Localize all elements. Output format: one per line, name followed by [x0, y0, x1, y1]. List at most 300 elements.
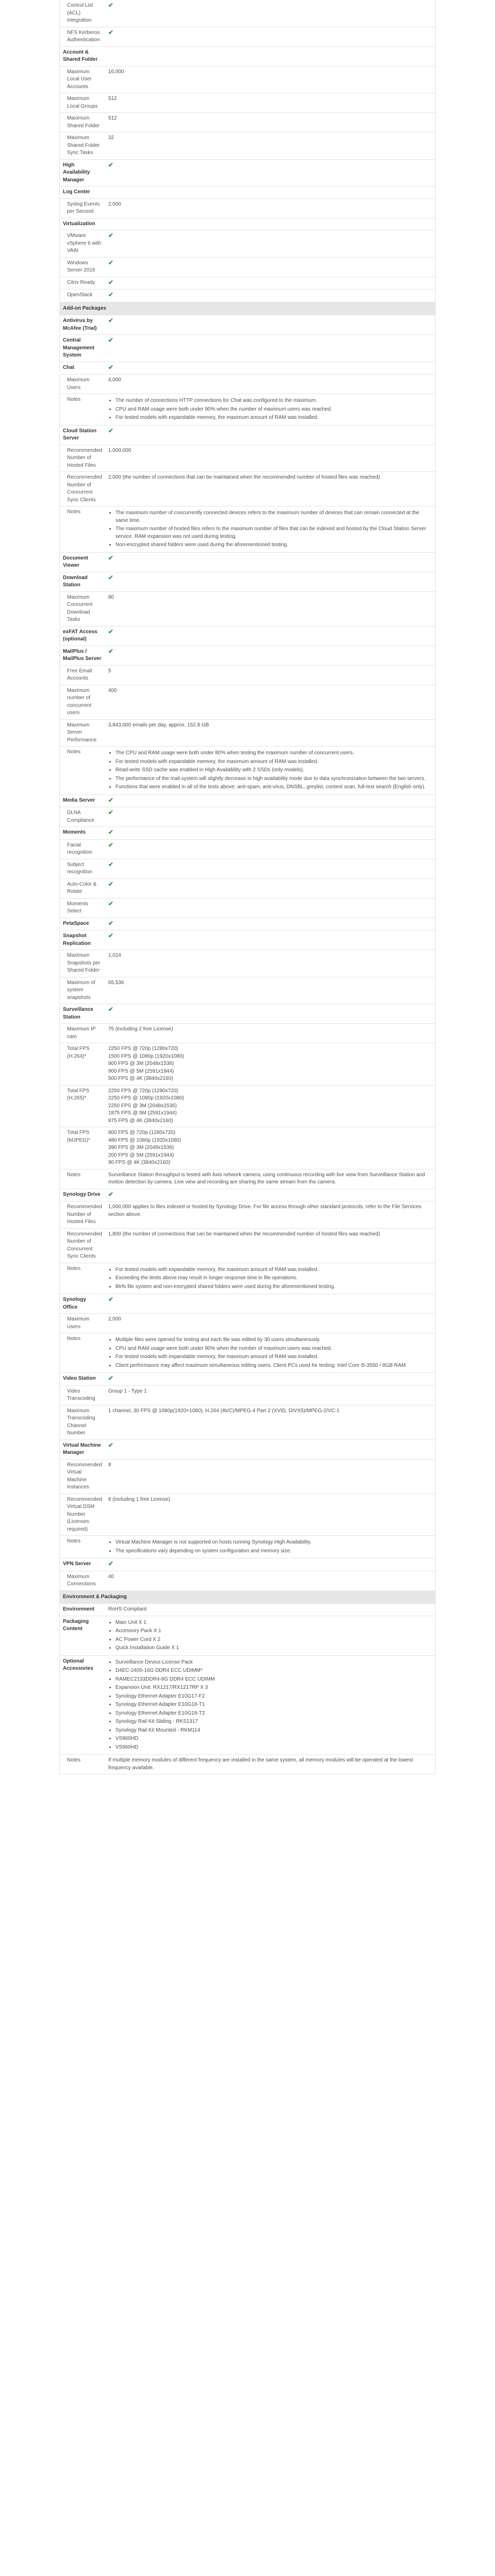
- list-item: • The performance of the mail system will slightly decrease in high availability mode due to data synchronization between the two servers.: [116, 775, 432, 783]
- list-item: • CPU and RAM usage were both under 90% when the number of maximum users was reached.: [116, 1345, 432, 1353]
- list-item: • Exceeding the limits above may result in longer response time in file operations.: [116, 1275, 432, 1282]
- spec-label: Video Transcoding: [60, 1385, 105, 1405]
- spec-value: [105, 646, 435, 665]
- notes-list: [108, 1266, 432, 1291]
- spec-value: 1,000,000 applies to files indexed or hosted by Synology Drive. For file access through other standard protocols, refer to the File Services section above.: [105, 1201, 435, 1229]
- spec-label: Recommended Number of Concurrent Sync Clients: [60, 1228, 105, 1263]
- spec-label: Notes: [60, 747, 105, 795]
- spec-row-notes: [60, 747, 435, 795]
- spec-value: 1,800 (the number of connections that can be maintained when the recommended number of hosted files was reached): [105, 1228, 435, 1263]
- spec-value: [105, 257, 435, 277]
- spec-value: [105, 878, 435, 898]
- spec-label: PetaSpace: [60, 918, 105, 930]
- value-line: 2250 FPS @ 3M (2048x1536): [108, 1103, 177, 1109]
- list-item: • Virtual Machine Manager is not supported on hosts running Synology High Availability.: [116, 1539, 432, 1547]
- list-item: • Client performance may affect maximum simultaneous editing users. Client PCs used for testing: Intel Core i5-3550 / 8GB RAM: [116, 1362, 432, 1370]
- spec-row-maximum-server-performance: [60, 719, 435, 747]
- list-item: • D4EC-2400-16G DDR4 ECC UDIMM*: [116, 1667, 432, 1675]
- spec-label: High Availability Manager: [60, 159, 105, 187]
- value-line: 390 FPS @ 3M (2048x1536): [108, 1145, 174, 1150]
- spec-row-notes: [60, 1333, 435, 1373]
- spec-row-maximum-snapshots-per-shared-folder: [60, 950, 435, 977]
- spec-label: NFS Kerberos Authentication: [60, 27, 105, 46]
- spec-value: Surveillance Station throughput is tested with Axis network camera, using continuous recording with live view from Surveillance Station and motion detection by camera. Live view and recording are sharing the same stream from the camera.: [105, 1169, 435, 1189]
- spec-value: 8 (including 1 free License): [105, 1494, 435, 1536]
- check-icon: ✔: [108, 573, 113, 581]
- value-line: 500 FPS @ 4K (3840x2160): [108, 1076, 173, 1081]
- spec-label: DLNA Compliance: [60, 807, 105, 827]
- spec-label: MailPlus / MailPlus Server: [60, 646, 105, 665]
- section-title: Add-on Packages: [60, 302, 435, 315]
- check-icon: ✔: [108, 336, 113, 344]
- spec-value: [105, 552, 435, 572]
- spec-row-free-email-accounts: [60, 665, 435, 685]
- check-icon: ✔: [108, 647, 113, 655]
- check-icon: ✔: [108, 278, 113, 286]
- spec-value: [105, 159, 435, 187]
- spec-row-video-station: [60, 1373, 435, 1386]
- spec-label: VMware vSphere 6 with VAAI: [60, 230, 105, 258]
- spec-row-high-availability-manager: [60, 159, 435, 187]
- spec-value: [105, 859, 435, 878]
- list-item: • Read-write SSD cache was enabled in High Availability with 2 SSDs (only models).: [116, 767, 432, 774]
- check-icon: ✔: [108, 291, 113, 298]
- spec-label: Notes: [60, 394, 105, 426]
- spec-value: 400: [105, 685, 435, 719]
- value-line: 2250 FPS @ 720p (1280x720): [108, 1088, 178, 1094]
- spec-row-virtual-machine-manager: [60, 1439, 435, 1459]
- section-header-add-on-packages: [60, 302, 435, 315]
- spec-row-control-list-acl-integration: [60, 0, 435, 27]
- list-item: • The maximum number of concurrently connected devices refers to the maximum number of devices that can remain connected at the same time.: [116, 510, 432, 524]
- spec-label: Syslog Events per Second: [60, 198, 105, 218]
- value-line: 480 FPS @ 1080p (1920x1080): [108, 1137, 182, 1143]
- check-icon: ✔: [108, 232, 113, 239]
- spec-label: Recommended Number of Hosted Files: [60, 1201, 105, 1229]
- spec-label: Maximum Users: [60, 1314, 105, 1333]
- spec-row-account-shared-folder: [60, 46, 435, 66]
- check-icon: ✔: [108, 2, 113, 9]
- spec-value: Group 1 - Type 1: [105, 1385, 435, 1405]
- spec-value: [105, 0, 435, 27]
- spec-row-notes: [60, 1755, 435, 1774]
- list-item: • Quick Installation Guide X 1: [116, 1645, 432, 1652]
- spec-row-maximum-users: [60, 375, 435, 394]
- spec-row-syslog-events-per-second: [60, 198, 435, 218]
- spec-label: Windows Server 2016: [60, 257, 105, 277]
- value-line: 2250 FPS @ 720p (1280x720): [108, 1046, 178, 1052]
- list-item: • Accessory Pack X 1: [116, 1628, 432, 1635]
- list-item: • Synology Ethernet Adapter E10G18-T2: [116, 1710, 432, 1718]
- list-item: • Functions that were enabled in all of the tests above: anti-spam, anti-virus, DNSBL, greylist, content scan, full-text search (English only).: [116, 784, 432, 791]
- spec-row-total-fps-mjpeg: [60, 1127, 435, 1170]
- spec-label: OpenStack: [60, 290, 105, 302]
- list-item: • For tested models with expandable memory, the maximum amount of RAM was installed.: [116, 1266, 432, 1274]
- check-icon: ✔: [108, 841, 113, 849]
- spec-row-recommended-number-of-hosted-files: [60, 445, 435, 472]
- spec-label: Total FPS (MJPEG)*: [60, 1127, 105, 1170]
- spec-value: [105, 827, 435, 840]
- spec-row-maximum-local-groups: [60, 93, 435, 113]
- list-item: • VS960HD: [116, 1735, 432, 1743]
- list-item: • Synology Rail Kit Mounted - RKM114: [116, 1727, 432, 1735]
- spec-sheet: [59, 0, 436, 1774]
- spec-row-moments-select: [60, 898, 435, 918]
- spec-value: [105, 1616, 435, 1655]
- spec-label: Facial recognition: [60, 839, 105, 859]
- check-icon: ✔: [108, 259, 113, 266]
- spec-value: 3,843,000 emails per day, approx. 152.8 GB: [105, 719, 435, 747]
- check-icon: ✔: [108, 1006, 113, 1013]
- spec-label: Optional Accessories: [60, 1655, 105, 1755]
- check-icon: ✔: [108, 919, 113, 927]
- notes-list: [108, 750, 432, 791]
- spec-label: Environment: [60, 1604, 105, 1616]
- spec-row-environment: [60, 1604, 435, 1616]
- list-item: • RAMEC2133DDR4-8G DDR4 ECC UDIMM: [116, 1676, 432, 1684]
- spec-row-packaging-content: [60, 1616, 435, 1655]
- spec-value: [105, 315, 435, 335]
- spec-row-maximum-local-user-accounts: [60, 66, 435, 93]
- spec-value: 75 (including 2 free License): [105, 1024, 435, 1043]
- spec-label: Control List (ACL) Integration: [60, 0, 105, 27]
- spec-label: Maximum Users: [60, 375, 105, 394]
- spec-row-central-management-system: [60, 335, 435, 362]
- check-icon: ✔: [108, 796, 113, 804]
- spec-row-cloud-station-server: [60, 425, 435, 445]
- spec-row-auto-color-rotate: [60, 878, 435, 898]
- spec-row-maximum-shared-folder: [60, 113, 435, 132]
- spec-value: [105, 1189, 435, 1201]
- spec-row-maximum-transcoding-channel-number: [60, 1405, 435, 1439]
- spec-row-citrix-ready: [60, 277, 435, 290]
- list-item: • VS960HD: [116, 1744, 432, 1752]
- value-line: 1875 FPS @ 5M (2591x1944): [108, 1110, 177, 1116]
- value-line: 900 FPS @ 3M (2048x1536): [108, 1061, 174, 1066]
- spec-row-petaspace: [60, 918, 435, 930]
- spec-row-recommended-number-of-hosted-files: [60, 1201, 435, 1229]
- spec-row-optional-accessories: [60, 1655, 435, 1755]
- list-item: • Btrfs file system and non-encrypted shared folders were used during the aforementioned testing.: [116, 1283, 432, 1291]
- spec-label: Maximum of system snapshots: [60, 977, 105, 1004]
- spec-row-synology-drive: [60, 1189, 435, 1201]
- spec-label: Notes: [60, 1755, 105, 1774]
- check-icon: ✔: [108, 363, 113, 371]
- spec-row-maximum-connections: [60, 1571, 435, 1590]
- value-line: 875 FPS @ 4K (3840x2160): [108, 1117, 173, 1124]
- spec-value: [105, 394, 435, 426]
- check-icon: ✔: [108, 1560, 113, 1567]
- spec-label: Maximum Connections: [60, 1571, 105, 1590]
- value-line: 1500 FPS @ 1080p (1920x1080): [108, 1053, 184, 1059]
- spec-value: [105, 572, 435, 591]
- list-item: • Expansion Unit: RX1217/RX1217RP X 3: [116, 1684, 432, 1692]
- spec-value: [105, 1085, 435, 1127]
- value-line: 200 FPS @ 5M (2591x1944): [108, 1152, 174, 1158]
- notes-list: [108, 510, 432, 549]
- spec-value: [105, 187, 435, 199]
- spec-label: Synology Office: [60, 1294, 105, 1314]
- spec-row-subject-recognition: [60, 859, 435, 878]
- spec-value: [105, 1655, 435, 1755]
- spec-value: [105, 807, 435, 827]
- spec-row-total-fps-h-265: [60, 1085, 435, 1127]
- check-icon: ✔: [108, 1190, 113, 1198]
- spec-row-recommended-virtual-machine-instances: [60, 1459, 435, 1494]
- spec-value: 8: [105, 1459, 435, 1494]
- spec-label: Maximum Concurrent Download Tasks: [60, 591, 105, 626]
- spec-row-log-center: [60, 187, 435, 199]
- spec-value: [105, 1043, 435, 1086]
- spec-row-maximum-concurrent-download-tasks: [60, 591, 435, 626]
- check-icon: ✔: [108, 427, 113, 434]
- spec-value: [105, 839, 435, 859]
- spec-value: [105, 425, 435, 445]
- check-icon: ✔: [108, 161, 113, 168]
- check-icon: ✔: [108, 628, 113, 635]
- check-icon: ✔: [108, 1441, 113, 1449]
- spec-label: Notes: [60, 1263, 105, 1294]
- spec-row-virtualization: [60, 218, 435, 230]
- list-item: • The CPU and RAM usage were both under 80% when testing the maximum number of concurrent users.: [116, 750, 432, 757]
- spec-value: 65,536: [105, 977, 435, 1004]
- spec-label: Maximum Local User Accounts: [60, 66, 105, 93]
- spec-value: [105, 218, 435, 230]
- spec-label: Maximum Server Performance: [60, 719, 105, 747]
- spec-label: Subject recognition: [60, 859, 105, 878]
- value-line: 2250 FPS @ 1080p (1920x1080): [108, 1095, 184, 1101]
- spec-row-windows-server-2016: [60, 257, 435, 277]
- spec-label: Moments: [60, 827, 105, 840]
- spec-label: Notes: [60, 1333, 105, 1373]
- spec-label: Recommended Virtual Machine Instances: [60, 1459, 105, 1494]
- list-item: • Synology Ethernet Adapter E10G18-T1: [116, 1701, 432, 1709]
- spec-row-document-viewer: [60, 552, 435, 572]
- spec-value: 1,000,000: [105, 445, 435, 472]
- spec-value: [105, 918, 435, 930]
- spec-label: Citrix Ready: [60, 277, 105, 290]
- spec-value: 2,000: [105, 198, 435, 218]
- spec-label: Maximum Shared Folder Sync Tasks: [60, 132, 105, 160]
- spec-value: [105, 1558, 435, 1571]
- spec-label: Virtual Machine Manager: [60, 1439, 105, 1459]
- spec-value: [105, 1439, 435, 1459]
- spec-row-download-station: [60, 572, 435, 591]
- spec-row-snapshot-replication: [60, 930, 435, 950]
- spec-row-maximum-users: [60, 1314, 435, 1333]
- list-item: • The specifications vary depending on system configuration and memory size.: [116, 1548, 432, 1555]
- list-item: • For tested models with expandable memory, the maximum amount of RAM was installed.: [116, 1353, 432, 1361]
- check-icon: ✔: [108, 880, 113, 888]
- spec-row-antivirus-by-mcafee-trial: [60, 315, 435, 335]
- spec-value: 40: [105, 1571, 435, 1590]
- spec-label: Synology Drive: [60, 1189, 105, 1201]
- spec-label: Log Center: [60, 187, 105, 199]
- spec-row-chat: [60, 362, 435, 375]
- spec-row-maximum-ip-cam: [60, 1024, 435, 1043]
- spec-label: Moments Select: [60, 898, 105, 918]
- spec-row-maximum-of-system-snapshots: [60, 977, 435, 1004]
- check-icon: ✔: [108, 860, 113, 868]
- check-icon: ✔: [108, 28, 113, 36]
- spec-row-dlna-compliance: [60, 807, 435, 827]
- list-item: • Synology Ethernet Adapter E10G17-F2: [116, 1693, 432, 1701]
- spec-value: [105, 1536, 435, 1558]
- spec-value: [105, 230, 435, 258]
- spec-value: [105, 1004, 435, 1024]
- spec-row-facial-recognition: [60, 839, 435, 859]
- spec-value: [105, 290, 435, 302]
- spec-row-media-server: [60, 794, 435, 807]
- check-icon: ✔: [108, 828, 113, 836]
- spec-label: Packaging Content: [60, 1616, 105, 1655]
- spec-value: [105, 506, 435, 553]
- spec-value: 1,024: [105, 950, 435, 977]
- list-item: • The maximum number of hosted files refers to the maximum number of files that can be indexed and hosted by the Cloud Station Server service. RAM expansion was not used during testing.: [116, 526, 432, 540]
- spec-label: Maximum Local Groups: [60, 93, 105, 113]
- spec-row-openstack: [60, 290, 435, 302]
- spec-label: Free Email Accounts: [60, 665, 105, 685]
- spec-label: Cloud Station Server: [60, 425, 105, 445]
- spec-label: Central Management System: [60, 335, 105, 362]
- spec-value: 512: [105, 93, 435, 113]
- spec-row-recommended-number-of-concurrent-sync-clients: [60, 472, 435, 506]
- spec-value: RoHS Compliant: [105, 1604, 435, 1616]
- spec-label: Maximum Snapshots per Shared Folder: [60, 950, 105, 977]
- spec-label: Recommended Number of Hosted Files: [60, 445, 105, 472]
- spec-row-notes: [60, 1263, 435, 1294]
- spec-row-notes: [60, 506, 435, 553]
- check-icon: ✔: [108, 1296, 113, 1303]
- check-icon: ✔: [108, 317, 113, 324]
- spec-value: [105, 794, 435, 807]
- spec-label: Video Station: [60, 1373, 105, 1386]
- spec-label: Document Viewer: [60, 552, 105, 572]
- list-item: • Main Unit X 1: [116, 1619, 432, 1627]
- spec-value: 2,000: [105, 1314, 435, 1333]
- spec-label: Antivirus by McAfee (Trial): [60, 315, 105, 335]
- list-item: • CPU and RAM usage were both under 90% when the number of maximum users was reached.: [116, 406, 432, 414]
- spec-value: 80: [105, 591, 435, 626]
- check-icon: ✔: [108, 809, 113, 816]
- spec-value: 1 channel, 30 FPS @ 1080p(1920×1080), H.264 (AVC)/MPEG-4 Part 2 (XVID, DIVX5)/MPEG-2/VC-1: [105, 1405, 435, 1439]
- spec-label: Notes: [60, 506, 105, 553]
- spec-label: Download Station: [60, 572, 105, 591]
- section-title: Environment & Packaging: [60, 1590, 435, 1604]
- list-item: • Non-encrypted shared folders were used during the aforementioned testing.: [116, 541, 432, 549]
- value-line: 90 FPS @ 4K (3840x2160): [108, 1160, 171, 1165]
- check-icon: ✔: [108, 1375, 113, 1382]
- spec-value: [105, 747, 435, 795]
- spec-row-notes: [60, 1169, 435, 1189]
- list-item: • For tested models with expandable memory, the maximum amount of RAM was installed.: [116, 414, 432, 422]
- spec-value: 16,000: [105, 66, 435, 93]
- notes-list: [108, 1619, 432, 1652]
- notes-list: [108, 1336, 432, 1369]
- check-icon: ✔: [108, 900, 113, 907]
- spec-value: 32: [105, 132, 435, 160]
- spec-row-surveillance-station: [60, 1004, 435, 1024]
- spec-value: [105, 27, 435, 46]
- list-item: • Synology Rail Kit Sliding - RKS1317: [116, 1718, 432, 1726]
- spec-label: Recommended Virtual DSM Number (Licenses required): [60, 1494, 105, 1536]
- spec-label: Maximum number of concurrent users: [60, 685, 105, 719]
- spec-value: If multiple memory modules of different frequency are installed in the same system, all memory modules will be operated at the lowest frequency available.: [105, 1755, 435, 1774]
- spec-label: Chat: [60, 362, 105, 375]
- value-line: 900 FPS @ 5M (2591x1944): [108, 1068, 174, 1074]
- spec-label: Notes: [60, 1536, 105, 1558]
- spec-row-notes: [60, 394, 435, 426]
- check-icon: ✔: [108, 554, 113, 562]
- notes-list: [108, 1539, 432, 1555]
- spec-row-recommended-number-of-concurrent-sync-clients: [60, 1228, 435, 1263]
- spec-value: [105, 46, 435, 66]
- spec-label: Maximum Transcoding Channel Number: [60, 1405, 105, 1439]
- spec-row-video-transcoding: [60, 1385, 435, 1405]
- spec-value: [105, 1294, 435, 1314]
- check-icon: ✔: [108, 932, 113, 939]
- spec-value: [105, 1127, 435, 1170]
- spec-label: Media Server: [60, 794, 105, 807]
- spec-label: Surveillance Station: [60, 1004, 105, 1024]
- spec-value: [105, 335, 435, 362]
- spec-row-synology-office: [60, 1294, 435, 1314]
- list-item: • AC Power Cord X 2: [116, 1636, 432, 1644]
- spec-label: Total FPS (H.265)*: [60, 1085, 105, 1127]
- spec-label: Auto-Color & Rotate: [60, 878, 105, 898]
- notes-list: [108, 1659, 432, 1752]
- spec-label: exFAT Access (optional): [60, 626, 105, 646]
- spec-label: Virtualization: [60, 218, 105, 230]
- spec-row-total-fps-h-264: [60, 1043, 435, 1086]
- list-item: • The number of connections HTTP connections for Chat was configured to the maximum.: [116, 397, 432, 405]
- spec-value: [105, 1263, 435, 1294]
- spec-value: [105, 930, 435, 950]
- notes-list: [108, 397, 432, 422]
- list-item: • Surveillance Device License Pack: [116, 1659, 432, 1667]
- spec-value: [105, 898, 435, 918]
- spec-row-maximum-number-of-concurrent-users: [60, 685, 435, 719]
- spec-label: Maximum Shared Folder: [60, 113, 105, 132]
- spec-row-vmware-vsphere-6-with-vaai: [60, 230, 435, 258]
- spec-label: Account & Shared Folder: [60, 46, 105, 66]
- spec-row-vpn-server: [60, 1558, 435, 1571]
- spec-row-recommended-virtual-dsm-number-licenses-required: [60, 1494, 435, 1536]
- spec-label: Recommended Number of Concurrent Sync Clients: [60, 472, 105, 506]
- spec-row-mailplus-mailplus-server: [60, 646, 435, 665]
- spec-value: 4,000: [105, 375, 435, 394]
- spec-value: 5: [105, 665, 435, 685]
- spec-row-maximum-shared-folder-sync-tasks: [60, 132, 435, 160]
- spec-row-moments: [60, 827, 435, 840]
- spec-label: Snapshot Replication: [60, 930, 105, 950]
- spec-label: Notes: [60, 1169, 105, 1189]
- spec-row-notes: [60, 1536, 435, 1558]
- list-item: • For tested models with expandable memory, the maximum amount of RAM was installed.: [116, 758, 432, 766]
- spec-value: [105, 1333, 435, 1373]
- spec-row-nfs-kerberos-authentication: [60, 27, 435, 46]
- spec-value: [105, 362, 435, 375]
- spec-row-exfat-access-optional: [60, 626, 435, 646]
- spec-label: Maximum IP cam: [60, 1024, 105, 1043]
- spec-label: VPN Server: [60, 1558, 105, 1571]
- spec-value: [105, 277, 435, 290]
- spec-value: 512: [105, 113, 435, 132]
- spec-value: [105, 1373, 435, 1386]
- spec-value: [105, 626, 435, 646]
- spec-value: 2,000 (the number of connections that can be maintained when the recommended number of hosted files was reached): [105, 472, 435, 506]
- list-item: • Multiple files were opened for testing and each file was edited by 30 users simultaneously.: [116, 1336, 432, 1344]
